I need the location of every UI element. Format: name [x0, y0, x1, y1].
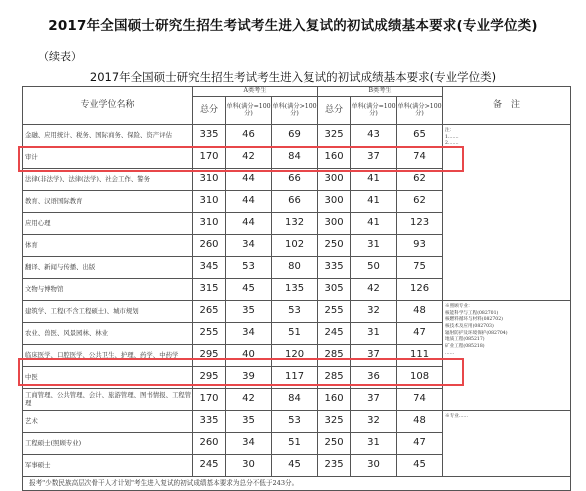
a-single-100: 44: [226, 169, 272, 191]
a-single-over-100: 66: [272, 169, 318, 191]
b-total: 160: [318, 147, 351, 169]
b-single-100: 41: [351, 169, 397, 191]
b-single-over-100: 75: [397, 257, 443, 279]
b-single-100: 42: [351, 279, 397, 301]
b-single-100: 31: [351, 433, 397, 455]
b-single-over-100: 74: [397, 389, 443, 411]
header-zone-b: B类考生: [318, 87, 443, 97]
a-single-100: 45: [226, 279, 272, 301]
header-zone-a: A类考生: [193, 87, 318, 97]
table-row: [23, 301, 571, 323]
b-single-over-100: 45: [397, 455, 443, 477]
b-total: 325: [318, 125, 351, 147]
b-single-100: 30: [351, 455, 397, 477]
specialty-name: 体育: [23, 235, 193, 257]
b-single-over-100: 47: [397, 433, 443, 455]
b-single-100: 36: [351, 367, 397, 389]
a-single-100: 30: [226, 455, 272, 477]
b-single-100: 43: [351, 125, 397, 147]
a-single-over-100: 84: [272, 389, 318, 411]
continued-label: （续表）: [38, 50, 82, 63]
a-total: 260: [193, 433, 226, 455]
b-total: 245: [318, 323, 351, 345]
b-single-100: 31: [351, 235, 397, 257]
b-single-over-100: 62: [397, 169, 443, 191]
a-single-over-100: 51: [272, 323, 318, 345]
a-single-100: 34: [226, 323, 272, 345]
b-total: 250: [318, 433, 351, 455]
b-total: 250: [318, 235, 351, 257]
b-single-over-100: 74: [397, 147, 443, 169]
b-single-over-100: 62: [397, 191, 443, 213]
specialty-name: 工程硕士(照顾专业): [23, 433, 193, 455]
a-total: 245: [193, 455, 226, 477]
b-single-over-100: 65: [397, 125, 443, 147]
a-total: 170: [193, 147, 226, 169]
a-single-over-100: 117: [272, 367, 318, 389]
remark-text: ※专业……: [445, 414, 469, 419]
a-total: 170: [193, 389, 226, 411]
a-single-over-100: 84: [272, 147, 318, 169]
specialty-name: 农业、兽医、风景园林、林业: [23, 323, 193, 345]
b-single-100: 41: [351, 191, 397, 213]
header-specialty: 专业学位名称: [23, 87, 193, 125]
table-row: [23, 125, 571, 147]
specialty-name: 文物与博物馆: [23, 279, 193, 301]
a-total: 335: [193, 411, 226, 433]
specialty-name: 建筑学、工程(不含工程硕士)、城市规划: [23, 301, 193, 323]
a-total: 310: [193, 169, 226, 191]
remark-text: 注： 1.…… 2.……: [445, 128, 459, 147]
a-total: 315: [193, 279, 226, 301]
specialty-name: 审计: [23, 147, 193, 169]
b-total: 305: [318, 279, 351, 301]
a-single-over-100: 53: [272, 411, 318, 433]
a-single-100: 40: [226, 345, 272, 367]
b-total: 285: [318, 345, 351, 367]
table-title: 2017年全国硕士研究生招生考试考生进入复试的初试成绩基本要求(专业学位类): [89, 70, 497, 84]
a-total: 265: [193, 301, 226, 323]
header-a-single-over-100: 单科(满分>100分): [272, 97, 318, 125]
b-single-over-100: 48: [397, 411, 443, 433]
a-single-100: 39: [226, 367, 272, 389]
a-single-over-100: 69: [272, 125, 318, 147]
a-single-over-100: 132: [272, 213, 318, 235]
b-single-100: 41: [351, 213, 397, 235]
b-single-over-100: 47: [397, 323, 443, 345]
b-total: 325: [318, 411, 351, 433]
b-single-100: 32: [351, 301, 397, 323]
b-single-over-100: 123: [397, 213, 443, 235]
specialty-name: 工商管理、公共管理、会计、旅游管理、图书情报、工程管理: [23, 389, 193, 411]
highlight-box-management: [18, 358, 464, 386]
a-single-over-100: 51: [272, 433, 318, 455]
specialty-name: 中医: [23, 367, 193, 389]
remark-notes-mid: [443, 301, 571, 411]
a-single-100: 42: [226, 147, 272, 169]
b-single-over-100: 126: [397, 279, 443, 301]
a-total: 310: [193, 191, 226, 213]
a-total: 255: [193, 323, 226, 345]
a-single-over-100: 102: [272, 235, 318, 257]
b-single-100: 37: [351, 345, 397, 367]
a-total: 295: [193, 345, 226, 367]
a-single-100: 53: [226, 257, 272, 279]
table-row: [23, 411, 571, 433]
a-single-100: 35: [226, 301, 272, 323]
specialty-name: 金融、应用统计、税务、国际商务、保险、资产评估: [23, 125, 193, 147]
b-total: 300: [318, 169, 351, 191]
a-total: 295: [193, 367, 226, 389]
a-single-over-100: 45: [272, 455, 318, 477]
highlight-box-audit: [18, 146, 464, 172]
b-single-100: 31: [351, 323, 397, 345]
remark-text: ※照顾专业： 核能科学与工程(082701) 核燃料循环与材料(082702) 核技术及应用(082703) 辐射防护及环境保护(082704) 地质工程(085217) 矿业工程(085218) ……: [445, 304, 508, 356]
a-single-100: 44: [226, 213, 272, 235]
header-b-single-over-100: 单科(满分>100分): [397, 97, 443, 125]
b-single-over-100: 111: [397, 345, 443, 367]
table-footnote-row: [23, 477, 571, 491]
b-single-100: 50: [351, 257, 397, 279]
b-single-over-100: 93: [397, 235, 443, 257]
a-single-over-100: 120: [272, 345, 318, 367]
specialty-name: 翻译、新闻与传播、出版: [23, 257, 193, 279]
b-total: 335: [318, 257, 351, 279]
header-a-total: 总分: [193, 97, 226, 125]
b-total: 285: [318, 367, 351, 389]
a-single-over-100: 80: [272, 257, 318, 279]
a-total: 345: [193, 257, 226, 279]
specialty-name: 教育、汉语国际教育: [23, 191, 193, 213]
header-b-total: 总分: [318, 97, 351, 125]
a-single-100: 44: [226, 191, 272, 213]
b-total: 300: [318, 191, 351, 213]
table-footnote: 报考"少数民族高层次骨干人才计划"考生进入复试的初试成绩基本要求为总分不低于243分。: [23, 477, 571, 491]
b-single-over-100: 48: [397, 301, 443, 323]
b-total: 255: [318, 301, 351, 323]
a-single-100: 35: [226, 411, 272, 433]
b-single-over-100: 108: [397, 367, 443, 389]
specialty-name: 应用心理: [23, 213, 193, 235]
a-single-over-100: 135: [272, 279, 318, 301]
a-single-100: 46: [226, 125, 272, 147]
a-total: 310: [193, 213, 226, 235]
header-a-single-100: 单科(满分=100分): [226, 97, 272, 125]
a-single-over-100: 53: [272, 301, 318, 323]
b-total: 160: [318, 389, 351, 411]
a-total: 335: [193, 125, 226, 147]
a-single-over-100: 66: [272, 191, 318, 213]
specialty-name: 法律(非法学)、法律(法学)、社会工作、警务: [23, 169, 193, 191]
header-b-single-100: 单科(满分=100分): [351, 97, 397, 125]
b-total: 235: [318, 455, 351, 477]
header-remark: 备 注: [443, 87, 571, 125]
main-title: 2017年全国硕士研究生招生考试考生进入复试的初试成绩基本要求(专业学位类): [48, 18, 538, 34]
a-single-100: 34: [226, 433, 272, 455]
b-single-100: 37: [351, 147, 397, 169]
specialty-name: 军事硕士: [23, 455, 193, 477]
b-total: 300: [318, 213, 351, 235]
a-single-100: 42: [226, 389, 272, 411]
specialty-name: 临床医学、口腔医学、公共卫生、护理、药学、中药学: [23, 345, 193, 367]
a-single-100: 34: [226, 235, 272, 257]
remark-notes-bottom: [443, 411, 571, 477]
a-total: 260: [193, 235, 226, 257]
specialty-name: 艺术: [23, 411, 193, 433]
b-single-100: 32: [351, 411, 397, 433]
b-single-100: 37: [351, 389, 397, 411]
